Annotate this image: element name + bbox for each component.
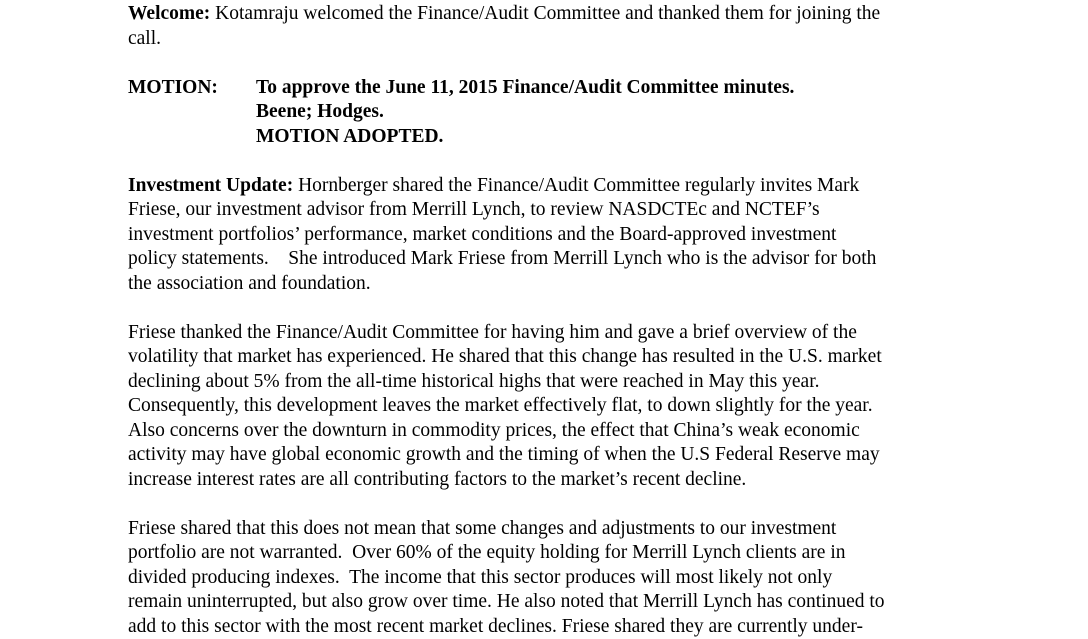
paragraph-gap <box>128 296 968 321</box>
welcome-line-1 <box>128 2 968 27</box>
motion-result: MOTION ADOPTED. <box>256 125 443 150</box>
welcome-paragraph <box>128 2 968 51</box>
volatility-text-2: volatility that market has experienced. He shared that this change has resulted in the U.S. market <box>128 345 968 370</box>
volatility-paragraph <box>128 321 968 493</box>
investment-text-3: investment portfolios’ performance, market conditions and the Board-approved investment <box>128 223 968 248</box>
changes-text-1: Friese shared that this does not mean that some changes and adjustments to our investment <box>128 517 968 542</box>
volatility-text-3: declining about 5% from the all-time historical highs that were reached in May this year. <box>128 370 968 395</box>
paragraph-gap <box>128 51 968 76</box>
changes-text-2: portfolio are not warranted. Over 60% of the equity holding for Merrill Lynch clients are in <box>128 541 968 566</box>
welcome-text-1: Kotamraju welcomed the Finance/Audit Committee and thanked them for joining the <box>210 3 880 24</box>
investment-text-4: policy statements. She introduced Mark Friese from Merrill Lynch who is the advisor for both <box>128 247 968 272</box>
investment-text-5: the association and foundation. <box>128 272 968 297</box>
motion-row-3 <box>128 125 968 150</box>
paragraph-gap <box>128 492 968 517</box>
welcome-label: Welcome: <box>128 3 210 24</box>
motion-text: To approve the June 11, 2015 Finance/Audit Committee minutes. <box>256 76 794 101</box>
motion-block <box>128 76 968 150</box>
motion-label: MOTION: <box>128 76 218 101</box>
changes-text-3: divided producing indexes. The income that this sector produces will most likely not only <box>128 566 968 591</box>
volatility-text-5: Also concerns over the downturn in commodity prices, the effect that China’s weak economic <box>128 419 968 444</box>
motion-row-1 <box>128 76 968 101</box>
changes-text-5: add to this sector with the most recent market declines. Friese shared they are currently under- <box>128 615 968 639</box>
investment-text-2: Friese, our investment advisor from Merrill Lynch, to review NASDCTEc and NCTEF’s <box>128 198 968 223</box>
investment-text-1: Hornberger shared the Finance/Audit Committee regularly invites Mark <box>293 175 859 196</box>
changes-paragraph <box>128 517 968 639</box>
motion-movers: Beene; Hodges. <box>256 100 384 125</box>
volatility-text-4: Consequently, this development leaves the market effectively flat, to down slightly for the year. <box>128 394 968 419</box>
paragraph-gap <box>128 149 968 174</box>
minutes-document <box>128 2 968 639</box>
changes-text-4: remain uninterrupted, but also grow over time. He also noted that Merrill Lynch has continued to <box>128 590 968 615</box>
investment-update-paragraph <box>128 174 968 297</box>
investment-update-label: Investment Update: <box>128 175 293 196</box>
volatility-text-1: Friese thanked the Finance/Audit Committee for having him and gave a brief overview of the <box>128 321 968 346</box>
investment-line-1 <box>128 174 968 199</box>
volatility-text-7: increase interest rates are all contributing factors to the market’s recent decline. <box>128 468 968 493</box>
volatility-text-6: activity may have global economic growth and the timing of when the U.S Federal Reserve may <box>128 443 968 468</box>
motion-row-2 <box>128 100 968 125</box>
welcome-text-2: call. <box>128 27 968 52</box>
